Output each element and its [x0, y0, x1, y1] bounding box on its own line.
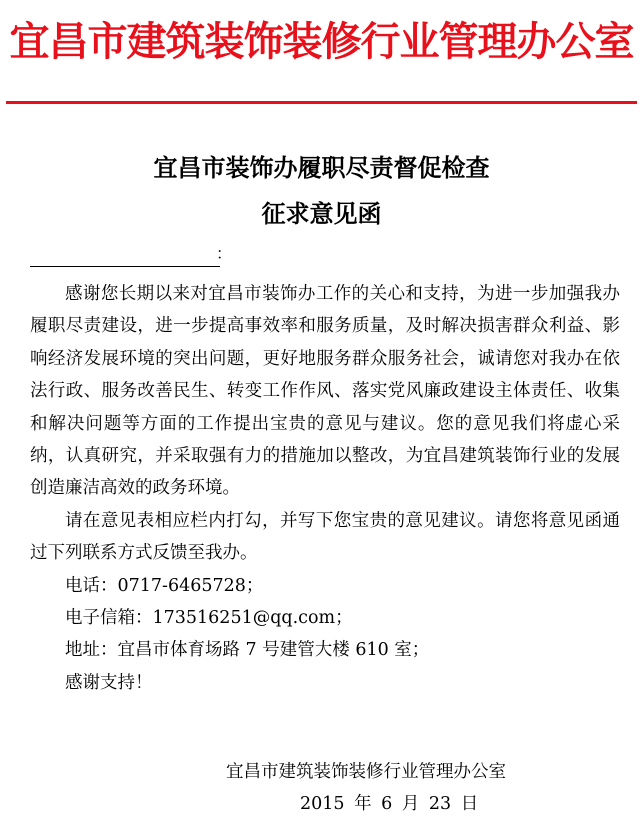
letter-body [30, 278, 620, 699]
body-paragraph-2: 请在意见表相应栏内打勾，并写下您宝贵的意见建议。请您将意见函通过下列联系方式反馈至我办。 [30, 510, 620, 564]
letterhead-red-rule [6, 101, 637, 104]
contact-phone: 电话：0717-6465728； [65, 575, 264, 596]
contact-email: 电子信箱：173516251@qq.com； [65, 608, 353, 629]
document-subtitle: 征求意见函 [261, 199, 382, 228]
recipient-blank-line [30, 248, 220, 267]
body-paragraph-1: 感谢您长期以来对宜昌市装饰办工作的关心和支持，为进一步加强我办履职尽责建设，进一步提高事效率和服务质量，及时解决损害群众利益、影响经济发展环境的突出问题，更好地服务群众服务社会，诚请您对我办在依法行政、服务改善民生、转变工作作风、落实党风廉政建设主体责任、收集和解决问题等方面的工作提出宝贵的意见与建议。您的意见我们将虚心采纳，认真研究，并采取强有力的措施加以整改，为宜昌建筑装饰行业的发展创造廉洁高效的政务环境。 [30, 284, 620, 499]
letterhead-org-name: 宜昌市建筑装饰装修行业管理办公室 [9, 19, 634, 65]
signature-date: 2015 年 6 月 23 日 [300, 794, 479, 814]
contact-address: 地址：宜昌市体育场路 7 号建管大楼 610 室； [65, 640, 430, 661]
closing-thanks: 感谢支持！ [65, 672, 153, 693]
document-title: 宜昌市装饰办履职尽责督促检查 [153, 153, 490, 182]
signature-org: 宜昌市建筑装饰装修行业管理办公室 [226, 762, 506, 782]
recipient-colon: ： [216, 244, 233, 263]
